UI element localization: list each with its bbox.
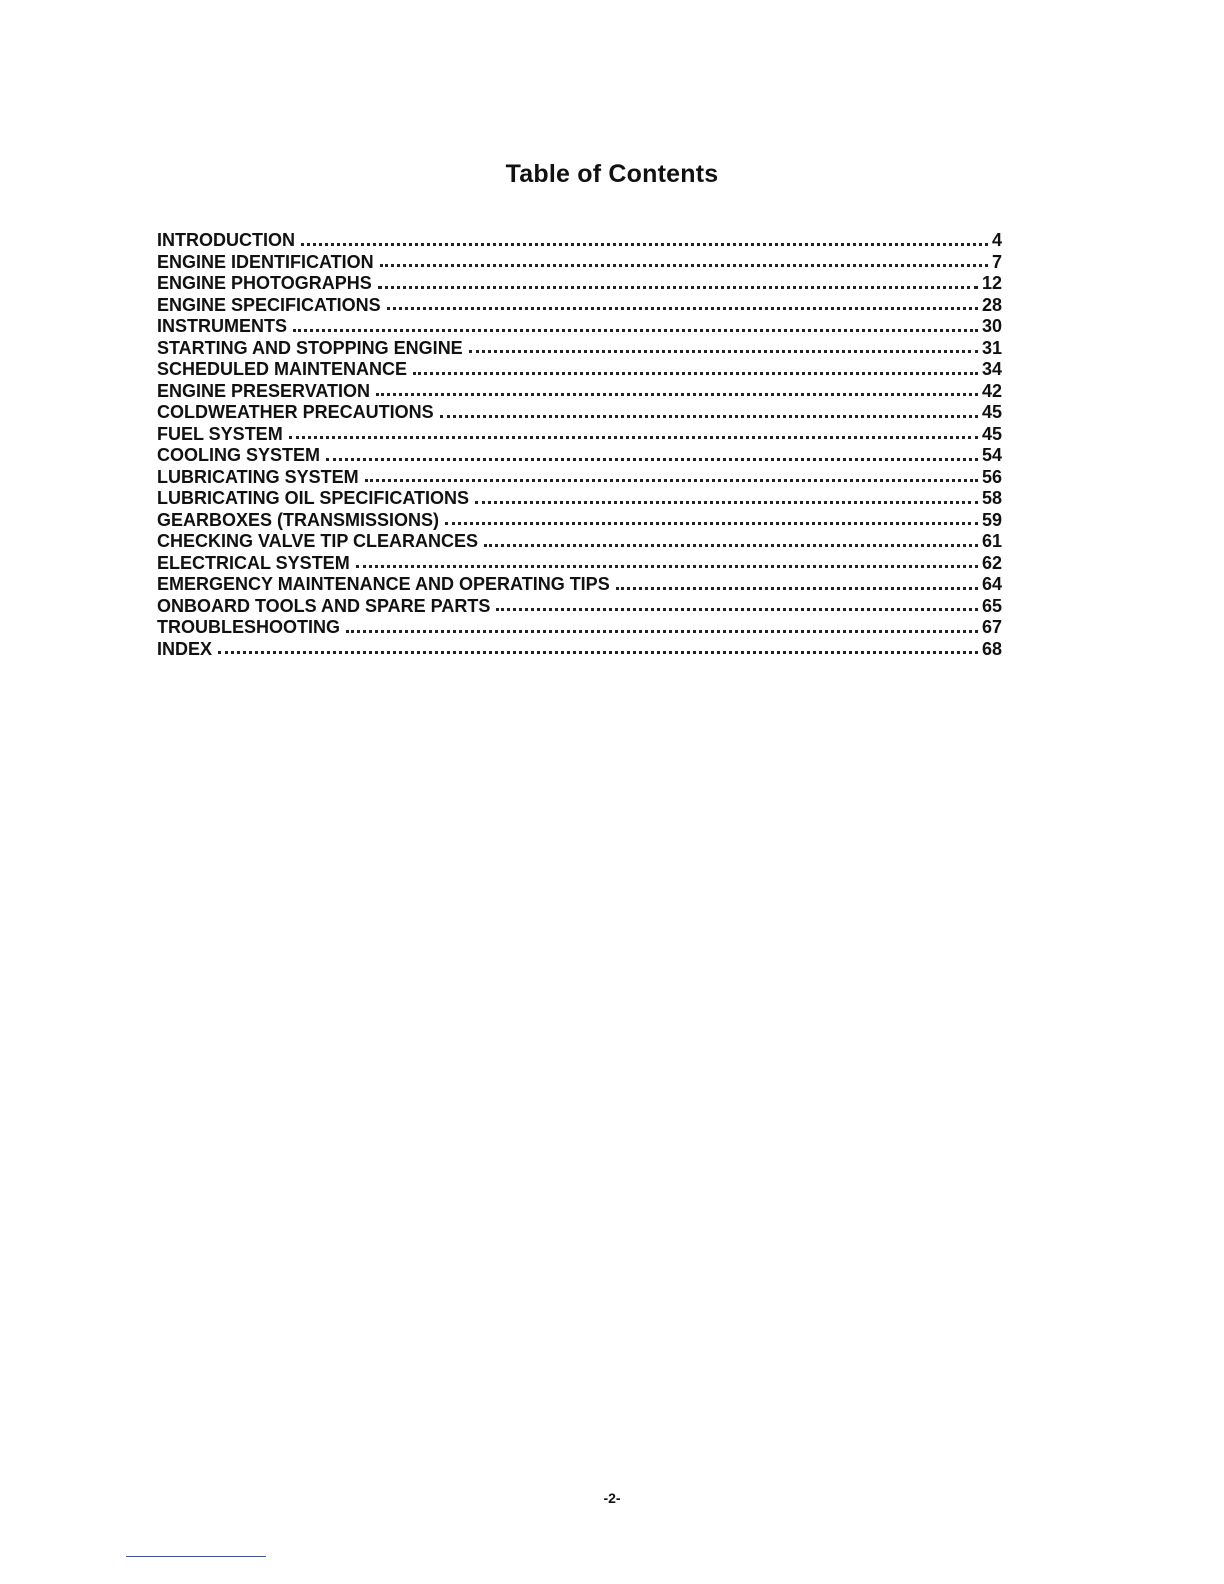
toc-entry[interactable] — [157, 316, 1002, 338]
toc-entry-title: ENGINE IDENTIFICATION — [157, 251, 374, 272]
dot-leader — [484, 544, 978, 547]
page-number: -2- — [603, 1490, 621, 1506]
toc-entry-title: LUBRICATING OIL SPECIFICATIONS — [157, 488, 470, 508]
dot-leader — [469, 350, 978, 353]
toc-entry-page: 54 — [981, 445, 1002, 465]
dot-leader — [496, 608, 978, 611]
dot-leader — [413, 372, 978, 375]
toc-entry-page: 59 — [981, 509, 1002, 530]
toc-entry-page: 30 — [981, 316, 1002, 336]
toc-entry-title: COOLING SYSTEM — [157, 445, 321, 465]
toc-entry-title: INSTRUMENTS — [157, 316, 287, 336]
toc-entry[interactable] — [157, 531, 1002, 553]
dot-leader — [218, 651, 978, 654]
dot-leader — [346, 630, 978, 633]
toc-entry[interactable] — [157, 488, 1002, 510]
dot-leader — [616, 587, 978, 590]
dot-leader — [326, 458, 978, 461]
toc-entry-title: FUEL SYSTEM — [157, 423, 283, 444]
toc-entry[interactable] — [157, 402, 1002, 424]
toc-entry-page: 4 — [991, 230, 1002, 250]
toc-entry[interactable] — [157, 445, 1002, 467]
toc-entry-title: INTRODUCTION — [157, 230, 295, 250]
toc-entry-title: ENGINE PRESERVATION — [157, 380, 371, 401]
dot-leader — [365, 479, 978, 482]
toc-entry[interactable] — [157, 252, 1002, 274]
toc-entry[interactable] — [157, 574, 1002, 596]
toc-entry-title: INDEX — [157, 638, 213, 659]
toc-entry-title: ENGINE PHOTOGRAPHS — [157, 273, 372, 293]
toc-entry-page: 61 — [981, 531, 1002, 551]
toc-entry-page: 12 — [981, 273, 1002, 293]
toc-entry-title: ONBOARD TOOLS AND SPARE PARTS — [157, 595, 491, 616]
toc-entry-title: ELECTRICAL SYSTEM — [157, 552, 350, 573]
dot-leader — [301, 243, 988, 246]
toc-entry[interactable] — [157, 359, 1002, 381]
toc-entry-title: STARTING AND STOPPING ENGINE — [157, 337, 463, 358]
toc-entry[interactable] — [157, 596, 1002, 618]
toc-entry-page: 58 — [981, 488, 1002, 508]
dot-leader — [289, 436, 978, 439]
toc-entry-title: CHECKING VALVE TIP CLEARANCES — [157, 531, 479, 551]
toc-entry[interactable] — [157, 381, 1002, 403]
toc-entry[interactable] — [157, 338, 1002, 360]
toc-entry-page: 28 — [981, 294, 1002, 315]
toc-entry[interactable] — [157, 617, 1002, 639]
dot-leader — [380, 264, 988, 267]
toc-entry-title: SCHEDULED MAINTENANCE — [157, 359, 408, 379]
toc-entry-page: 62 — [981, 552, 1002, 573]
toc-entry-page: 7 — [991, 251, 1002, 272]
page-title: Table of Contents — [505, 160, 719, 188]
dot-leader — [376, 393, 978, 396]
toc-entry-page: 45 — [981, 423, 1002, 444]
toc-entry-page: 31 — [981, 337, 1002, 358]
toc-entry-page: 64 — [981, 574, 1002, 594]
toc-entry[interactable] — [157, 424, 1002, 446]
toc-entry-title: GEARBOXES (TRANSMISSIONS) — [157, 509, 440, 530]
toc-entry[interactable] — [157, 230, 1002, 252]
toc-entry-title: TROUBLESHOOTING — [157, 617, 340, 637]
toc-entry-page: 42 — [981, 380, 1002, 401]
dot-leader — [293, 329, 978, 332]
dot-leader — [475, 501, 978, 504]
dot-leader — [387, 307, 978, 310]
toc-entry[interactable] — [157, 510, 1002, 532]
toc-entry-page: 67 — [981, 617, 1002, 637]
toc-entry-page: 68 — [981, 638, 1002, 659]
toc-entry-title: LUBRICATING SYSTEM — [157, 466, 359, 487]
dot-leader — [378, 286, 978, 289]
toc-entry[interactable] — [157, 273, 1002, 295]
toc-entry-page: 45 — [981, 402, 1002, 422]
footer-rule — [126, 1556, 266, 1557]
table-of-contents — [157, 230, 1002, 660]
toc-entry-title: COLDWEATHER PRECAUTIONS — [157, 402, 434, 422]
toc-entry-page: 34 — [981, 359, 1002, 379]
toc-entry-page: 65 — [981, 595, 1002, 616]
toc-entry-title: EMERGENCY MAINTENANCE AND OPERATING TIPS — [157, 574, 610, 594]
toc-entry[interactable] — [157, 553, 1002, 575]
toc-entry-title: ENGINE SPECIFICATIONS — [157, 294, 381, 315]
dot-leader — [445, 522, 978, 525]
dot-leader — [356, 565, 978, 568]
toc-entry-page: 56 — [981, 466, 1002, 487]
toc-entry[interactable] — [157, 467, 1002, 489]
toc-entry[interactable] — [157, 295, 1002, 317]
toc-entry[interactable] — [157, 639, 1002, 661]
dot-leader — [440, 415, 978, 418]
